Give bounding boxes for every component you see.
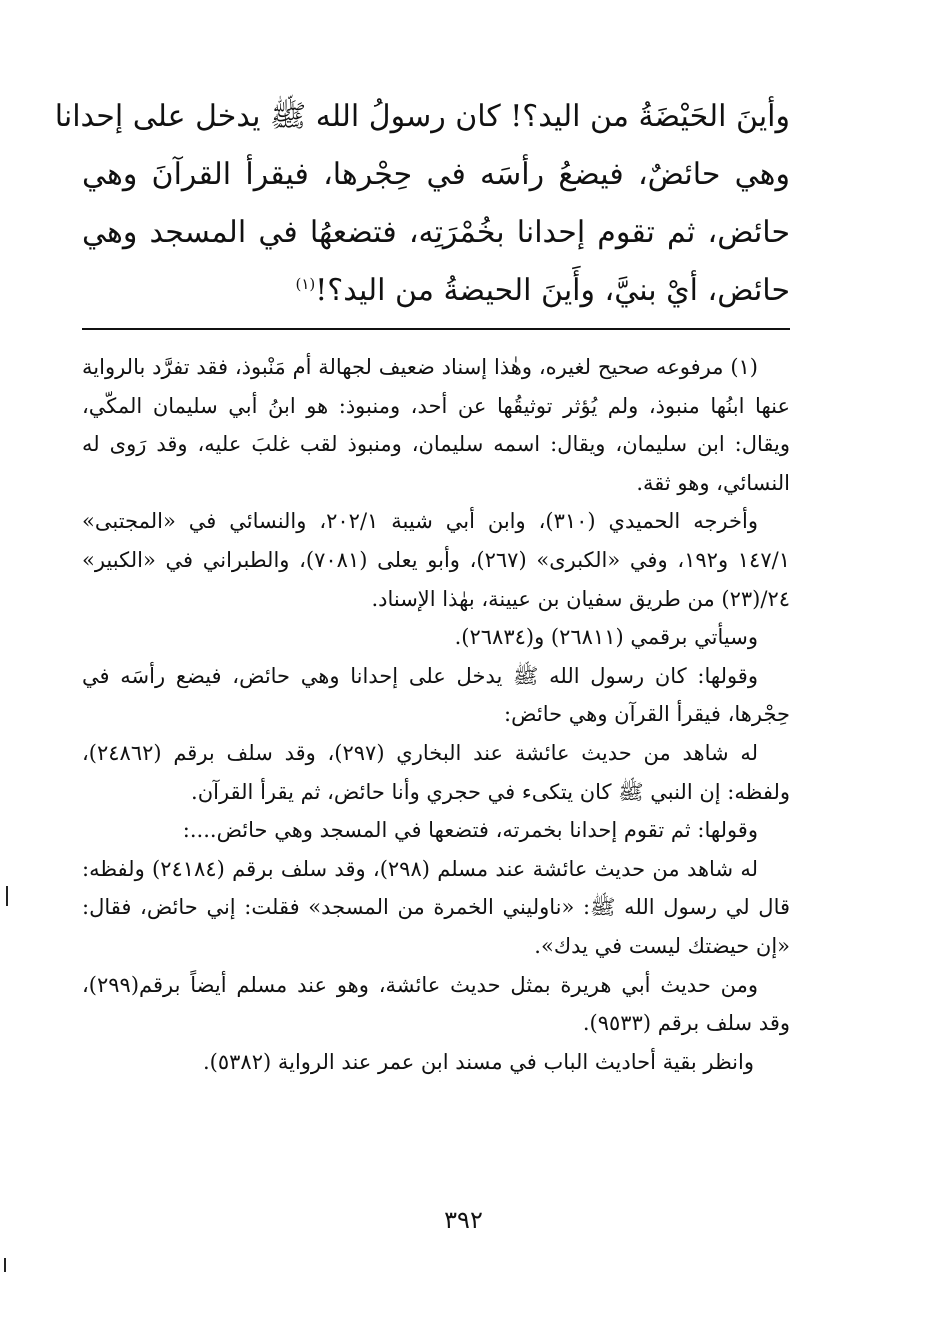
footnote-paragraph: وقولها: ثم تقوم إحدانا بخمرته، فتضعها في المسجد وهي حائض....: xyxy=(182,818,758,843)
footnote-paragraph: وقولها: كان رسول الله ﷺ يدخل على إحدانا وهي حائض، فيضع رأسَه في حِجْرها، فيقرأ القرآن وهي حائض: xyxy=(82,663,790,727)
footnote-paragraph: له شاهد من حديث عائشة عند البخاري (٢٩٧)، وقد سلف برقم (٢٤٨٦٢)، ولفظه: إن النبي ﷺ كان يتكىء في حجري وأنا حائض، ثم يقرأ القرآن. xyxy=(82,740,790,804)
scan-edge-mark xyxy=(4,1258,6,1272)
footnote-paragraph: له شاهد من حديث عائشة عند مسلم (٢٩٨)، وقد سلف برقم (٢٤١٨٤) ولفظه: قال لي رسول الله ﷺ: «ناوليني الخمرة من المسجد» فقلت: إني حائض، فقال: «إن حيضتك ليست في يدك». xyxy=(82,856,790,958)
footnote-paragraph: وانظر بقية أحاديث الباب في مسند ابن عمر عند الرواية (٥٣٨٢). xyxy=(202,1049,754,1074)
page-number: ٣٩٢ xyxy=(444,1206,483,1234)
footnote-paragraph: وأخرجه الحميدي (٣١٠)، وابن أبي شيبة ٢٠٢/١، والنسائي في «المجتبى» ١٤٧/١ و١٩٢، وفي «الكبرى» (٢٦٧)، وأبو يعلى (٧٠٨١)، والطبراني في «الكبير» ٢٤/(٢٣) من طريق سفيان بن عيينة، بهٰذا الإسناد. xyxy=(82,509,790,611)
footnote-paragraph: (١) مرفوعه صحيح لغيره، وهٰذا إسناد ضعيف لجهالة أم مَنْبوذ، فقد تفرَّد بالرواية عنها ابنُها منبوذ، ولم يُؤثر توثيقُها عن أحد، ومنبوذ: هو ابنُ أبي سليمان المكّي، ويقال: ابن سليمان، ويقال: اسمه سليمان، ومنبوذ لقب غلبَ عليه، وقد رَوى له النسائي، وهو ثقة. xyxy=(82,355,790,495)
footnote-paragraph: ومن حديث أبي هريرة بمثل حديث عائشة، وهو عند مسلم أيضاً برقم(٢٩٩)، وقد سلف برقم (٩٥٣٣). xyxy=(82,972,790,1036)
footnote-marker: (١) xyxy=(295,275,316,293)
main-text-block xyxy=(54,88,790,320)
main-line-2: وهي حائضٌ، فيضعُ رأسَه في حِجْرها، فيقرأ القرآنَ وهي xyxy=(82,157,790,192)
main-line-4 xyxy=(82,262,790,320)
main-paragraph xyxy=(54,88,790,320)
footnote-paragraph: وسيأتي برقمي (٢٦٨١١) و(٢٦٨٣٤). xyxy=(454,625,758,650)
main-line-1: وأينَ الحَيْضَةُ من اليد؟! كان رسولُ الله ﷺ يدخل على إحدانا xyxy=(54,99,790,134)
main-line-3: حائض، ثم تقوم إحدانا بخُمْرَتِه، فتضعهُا في المسجد وهي xyxy=(82,215,790,250)
footnotes-block xyxy=(82,348,790,1081)
footnote-separator xyxy=(82,328,790,330)
main-line-4-text: حائض، أيْ بنيَّ، وأَينَ الحيضةُ من اليد؟! xyxy=(315,273,790,308)
scan-edge-mark xyxy=(6,886,8,906)
